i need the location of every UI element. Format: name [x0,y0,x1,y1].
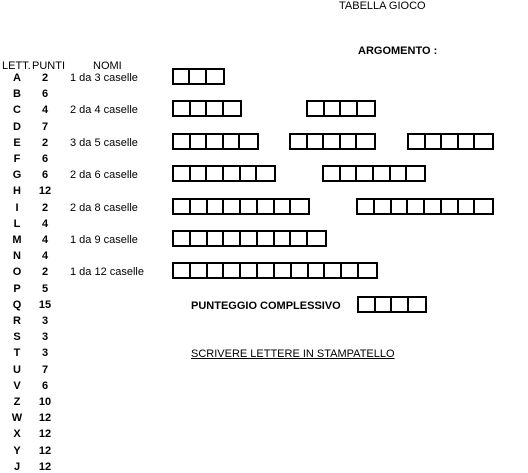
points-s: 3 [41,331,49,344]
points-c: 4 [41,104,49,117]
points-f: 6 [41,153,49,165]
letter-box[interactable] [224,102,240,115]
points-d: 7 [41,120,49,133]
letter-o: O [12,266,22,279]
letter-box[interactable] [224,200,241,213]
word-boxes-8[interactable] [172,198,310,215]
letter-box[interactable] [341,167,358,180]
argomento-label: ARGOMENTO : [358,45,438,57]
letter-l: L [13,217,21,230]
letter-box[interactable] [224,167,241,180]
letter-box[interactable] [342,264,359,277]
letter-g: G [12,169,22,182]
letter-box[interactable] [275,200,292,213]
column-header-lett: LETT. [2,60,31,72]
letter-z: Z [13,396,21,408]
letter-box[interactable] [191,232,208,245]
points-i: 2 [41,201,49,214]
letter-box[interactable] [241,167,258,180]
letter-box[interactable] [291,232,308,245]
points-g: 6 [41,169,49,182]
letter-box[interactable] [208,232,225,245]
letter-box[interactable] [391,167,408,180]
letter-box[interactable] [459,135,476,148]
letter-b: B [13,88,21,101]
word-boxes-3[interactable] [172,68,225,85]
letter-box[interactable] [426,135,443,148]
word-row-label: 2 da 6 caselle [70,169,138,182]
word-boxes-6[interactable] [172,165,276,182]
letter-box[interactable] [190,70,206,83]
letter-box[interactable] [459,200,476,213]
letter-box[interactable] [357,135,374,148]
points-o: 2 [41,266,49,279]
letter-box[interactable] [191,102,208,115]
word-row-label: 1 da 12 caselle [70,266,144,279]
points-u: 7 [41,363,49,376]
letter-box[interactable] [191,264,208,277]
letter-box[interactable] [174,102,191,115]
letter-t: T [13,347,21,360]
letter-box[interactable] [308,135,325,148]
letter-box[interactable] [341,102,358,115]
letter-n: N [13,250,21,263]
letter-box[interactable] [308,102,325,115]
letter-box[interactable] [257,167,274,180]
letter-box[interactable] [324,167,341,180]
letter-box[interactable] [409,135,426,148]
letter-box[interactable] [207,135,224,148]
word-boxes-12[interactable] [172,262,378,279]
letter-box[interactable] [224,232,241,245]
word-boxes-5[interactable] [172,133,259,150]
letter-box[interactable] [392,200,409,213]
letter-box[interactable] [174,135,191,148]
letter-box[interactable] [174,70,190,83]
letter-box[interactable] [240,135,257,148]
column-header-punti: PUNTI [32,60,65,72]
letter-box[interactable] [275,264,292,277]
letter-box[interactable] [325,264,342,277]
letter-box[interactable] [291,135,308,148]
letter-e: E [13,136,21,149]
letter-box[interactable] [409,298,425,311]
letter-box[interactable] [291,200,308,213]
word-boxes-4[interactable] [172,100,242,117]
total-score-label: PUNTEGGIO COMPLESSIVO [191,300,341,312]
page-title: TABELLA GIOCO [339,0,426,12]
letter-box[interactable] [208,264,225,277]
points-x: 12 [38,428,52,441]
letter-box[interactable] [174,264,191,277]
points-l: 4 [41,217,49,230]
points-z: 10 [38,396,52,408]
letter-box[interactable] [358,102,374,115]
letter-box[interactable] [308,232,325,245]
letter-box[interactable] [191,135,208,148]
letter-box[interactable] [475,200,492,213]
letter-r: R [13,315,21,327]
letter-box[interactable] [241,232,258,245]
letter-q: Q [12,298,22,311]
letter-box[interactable] [292,264,309,277]
points-y: 12 [38,444,52,457]
letter-h: H [13,185,21,198]
letter-box[interactable] [358,200,375,213]
points-p: 5 [41,282,49,295]
word-boxes-5[interactable] [289,133,376,150]
letter-box[interactable] [324,135,341,148]
word-boxes-6[interactable] [322,165,426,182]
letter-box[interactable] [258,264,275,277]
letter-w: W [11,412,23,425]
letter-box[interactable] [359,298,376,311]
letter-box[interactable] [258,232,275,245]
letter-box[interactable] [407,167,424,180]
points-w: 12 [38,412,52,425]
letter-box[interactable] [376,298,393,311]
word-row-label: 2 da 8 caselle [70,201,138,214]
instruction-text: SCRIVERE LETTERE IN STAMPATELLO [191,348,395,360]
points-e: 2 [41,136,49,149]
word-boxes-5[interactable] [407,133,494,150]
letter-v: V [13,379,21,392]
letter-box[interactable] [325,102,342,115]
letter-box[interactable] [309,264,326,277]
letter-box[interactable] [207,167,224,180]
letter-box[interactable] [375,200,392,213]
letter-u: U [13,363,21,376]
points-j: 12 [38,460,52,473]
word-row-label: 3 da 5 caselle [70,136,138,149]
points-m: 4 [41,234,49,246]
word-boxes-8[interactable] [356,198,494,215]
points-a: 2 [41,72,49,84]
letter-f: F [13,153,21,165]
word-boxes-9[interactable] [172,230,327,247]
letter-box[interactable] [258,200,275,213]
letter-y: Y [13,444,21,457]
letter-c: C [13,104,21,117]
points-h: 12 [38,185,52,198]
letter-box[interactable] [174,167,191,180]
letter-box[interactable] [241,200,258,213]
letter-box[interactable] [174,200,191,213]
points-t: 3 [41,347,49,360]
letter-box[interactable] [357,167,374,180]
letter-box[interactable] [224,264,241,277]
letter-box[interactable] [208,200,225,213]
points-n: 4 [41,250,49,263]
letter-box[interactable] [207,70,223,83]
points-v: 6 [41,379,49,392]
letter-box[interactable] [275,232,292,245]
letter-box[interactable] [341,135,358,148]
column-header-nomi: NOMI [93,60,122,72]
word-boxes-4[interactable] [306,100,376,117]
letter-i: I [15,201,19,214]
total-score-boxes[interactable] [357,296,427,313]
letter-x: X [13,428,21,441]
letter-box[interactable] [191,167,208,180]
points-b: 6 [41,88,49,101]
letter-s: S [13,331,21,344]
letter-p: P [13,282,21,295]
points-q: 15 [38,298,52,311]
letter-box[interactable] [374,167,391,180]
letter-box[interactable] [241,264,258,277]
letter-box[interactable] [408,200,425,213]
letter-box[interactable] [174,232,191,245]
letter-box[interactable] [392,298,409,311]
points-r: 3 [41,315,49,327]
letter-box[interactable] [475,135,492,148]
letter-d: D [13,120,21,133]
letter-j: J [13,460,21,473]
letter-a: A [13,72,21,84]
word-row-label: 1 da 9 caselle [70,234,138,246]
letter-box[interactable] [207,102,224,115]
letter-box[interactable] [442,200,459,213]
letter-box[interactable] [224,135,241,148]
word-row-label: 1 da 3 caselle [70,72,138,84]
letter-box[interactable] [191,200,208,213]
letter-m: M [12,234,22,246]
letter-box[interactable] [359,264,376,277]
letter-box[interactable] [442,135,459,148]
letter-box[interactable] [425,200,442,213]
word-row-label: 2 da 4 caselle [70,104,138,117]
